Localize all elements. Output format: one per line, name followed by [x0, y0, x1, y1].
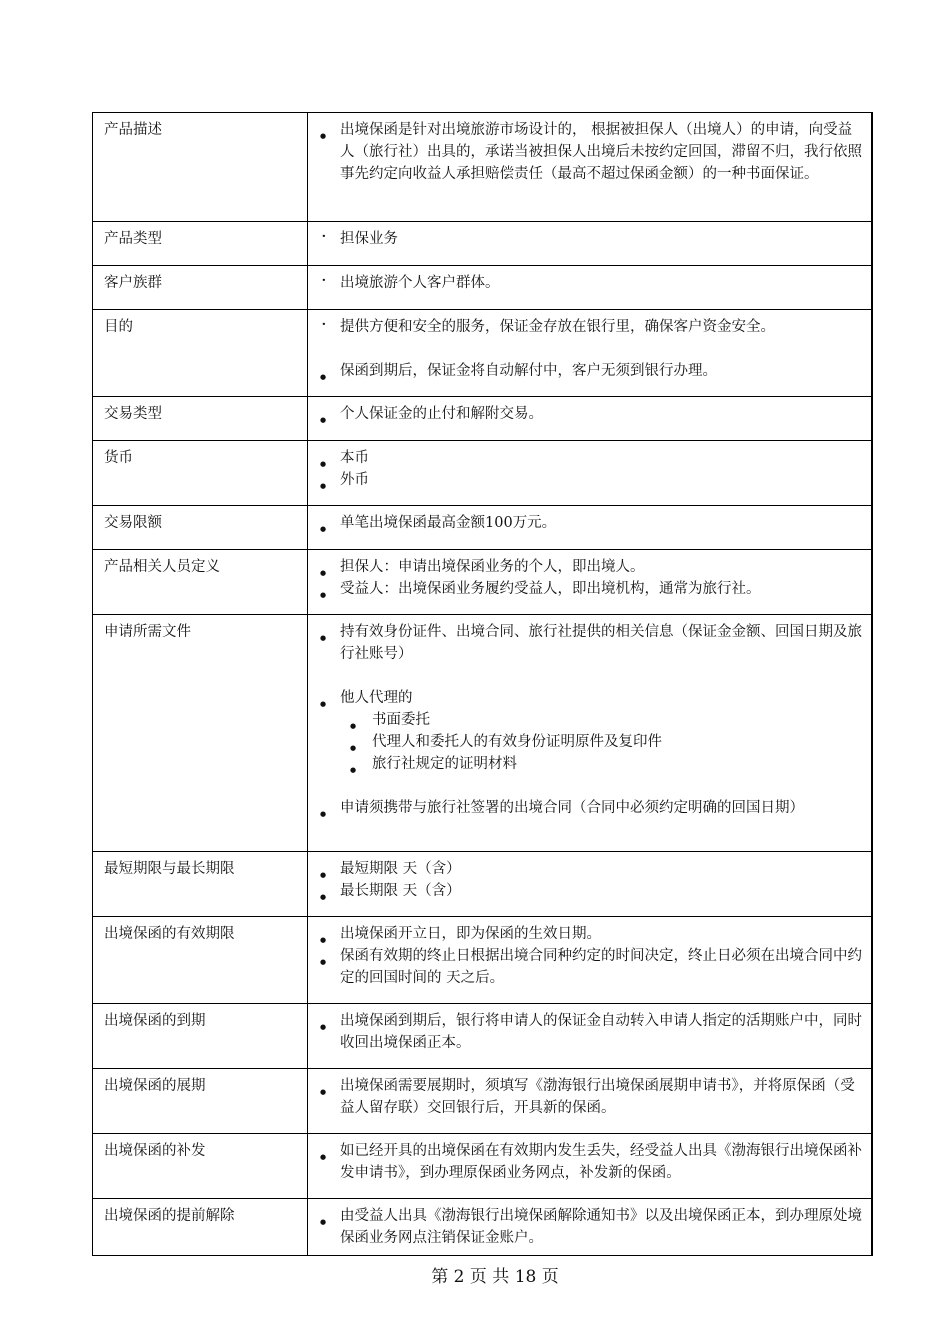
row-label: 产品相关人员定义 — [93, 550, 308, 615]
row-label: 交易限额 — [93, 506, 308, 550]
row-content — [308, 266, 873, 310]
list-item: ● 保函有效期的终止日根据出境合同种约定的时间决定，终止日必须在出境合同中约定的回国时间的 天之后。 — [316, 945, 863, 989]
row-label: 交易类型 — [93, 397, 308, 441]
table-row — [93, 310, 873, 397]
sub-list-item: ● 书面委托 — [372, 709, 863, 731]
table-row — [93, 222, 873, 266]
row-content — [308, 441, 873, 506]
list-item: ● 本币 — [316, 447, 863, 469]
list-item: · 出境旅游个人客户群体。 — [316, 272, 863, 294]
table-row — [93, 1004, 873, 1069]
row-content — [308, 615, 873, 852]
table-row — [93, 397, 873, 441]
row-content — [308, 222, 873, 266]
list-item: ● 最长期限 天（含） — [316, 880, 863, 902]
row-content — [308, 1199, 873, 1256]
list-item: ● 由受益人出具《渤海银行出境保函解除通知书》以及出境保函正本，到办理原处境保函业务网点注销保证金账户。 — [316, 1205, 863, 1249]
product-spec-table — [92, 112, 873, 1256]
table-row — [93, 550, 873, 615]
list-item: ● 单笔出境保函最高金额100万元。 — [316, 512, 863, 534]
list-item: ● 受益人：出境保函业务履约受益人，即出境机构，通常为旅行社。 — [316, 578, 863, 600]
list-item: ● 出境保函需要展期时，须填写《渤海银行出境保函展期申请书》，并将原保函（受益人留存联）交回银行后，开具新的保函。 — [316, 1075, 863, 1119]
table-row — [93, 266, 873, 310]
row-content — [308, 917, 873, 1004]
sub-list-item: ● 旅行社规定的证明材料 — [372, 753, 863, 775]
row-label: 申请所需文件 — [93, 615, 308, 852]
list-item: ● 担保人：申请出境保函业务的个人，即出境人。 — [316, 556, 863, 578]
row-content — [308, 852, 873, 917]
table-row — [93, 852, 873, 917]
table-row — [93, 917, 873, 1004]
row-content — [308, 397, 873, 441]
table-row — [93, 1199, 873, 1256]
row-content — [308, 550, 873, 615]
list-item: · 提供方便和安全的服务，保证金存放在银行里，确保客户资金安全。 — [316, 316, 863, 338]
row-label: 出境保函的提前解除 — [93, 1199, 308, 1256]
list-item: ● 如已经开具的出境保函在有效期内发生丢失，经受益人出具《渤海银行出境保函补发申请书》，到办理原保函业务网点，补发新的保函。 — [316, 1140, 863, 1184]
page-number: 第 2 页 共 18 页 — [431, 1267, 559, 1287]
row-label: 产品类型 — [93, 222, 308, 266]
table-row — [93, 113, 873, 222]
table-row — [93, 1134, 873, 1199]
row-content — [308, 310, 873, 397]
list-item: ● 出境保函是针对出境旅游市场设计的， 根据被担保人（出境人）的申请，向受益人（旅行社）出具的，承诺当被担保人出境后未按约定回国，滞留不归，我行依照事先约定向收益人承担赔偿责任（最高不超过保函金额）的一种书面保证。 — [316, 119, 863, 185]
row-content — [308, 506, 873, 550]
row-label: 出境保函的补发 — [93, 1134, 308, 1199]
row-label: 出境保函的展期 — [93, 1069, 308, 1134]
row-label: 客户族群 — [93, 266, 308, 310]
list-item: · 担保业务 — [316, 228, 863, 250]
table-row — [93, 1069, 873, 1134]
list-item: ● 申请须携带与旅行社签署的出境合同（合同中必须约定明确的回国日期） — [316, 797, 863, 819]
list-item: ● 个人保证金的止付和解附交易。 — [316, 403, 863, 425]
table-row — [93, 441, 873, 506]
row-content — [308, 113, 873, 222]
table-row — [93, 615, 873, 852]
list-item: ● 他人代理的 — [316, 687, 863, 709]
row-label: 出境保函的到期 — [93, 1004, 308, 1069]
row-label: 出境保函的有效期限 — [93, 917, 308, 1004]
row-content — [308, 1004, 873, 1069]
row-label: 最短期限与最长期限 — [93, 852, 308, 917]
list-item: ● 保函到期后，保证金将自动解付中，客户无须到银行办理。 — [316, 360, 863, 382]
sub-list-item: ● 代理人和委托人的有效身份证明原件及复印件 — [372, 731, 863, 753]
row-label: 产品描述 — [93, 113, 308, 222]
list-item: ● 出境保函开立日，即为保函的生效日期。 — [316, 923, 863, 945]
row-content — [308, 1134, 873, 1199]
list-item: ● 持有效身份证件、出境合同、旅行社提供的相关信息（保证金金额、回国日期及旅行社账号） — [316, 621, 863, 665]
row-content — [308, 1069, 873, 1134]
list-item: ● 最短期限 天（含） — [316, 858, 863, 880]
row-label: 货币 — [93, 441, 308, 506]
list-item: ● 出境保函到期后，银行将申请人的保证金自动转入申请人指定的活期账户中，同时收回出境保函正本。 — [316, 1010, 863, 1054]
table-row — [93, 506, 873, 550]
list-item: ● 外币 — [316, 469, 863, 491]
row-label: 目的 — [93, 310, 308, 397]
